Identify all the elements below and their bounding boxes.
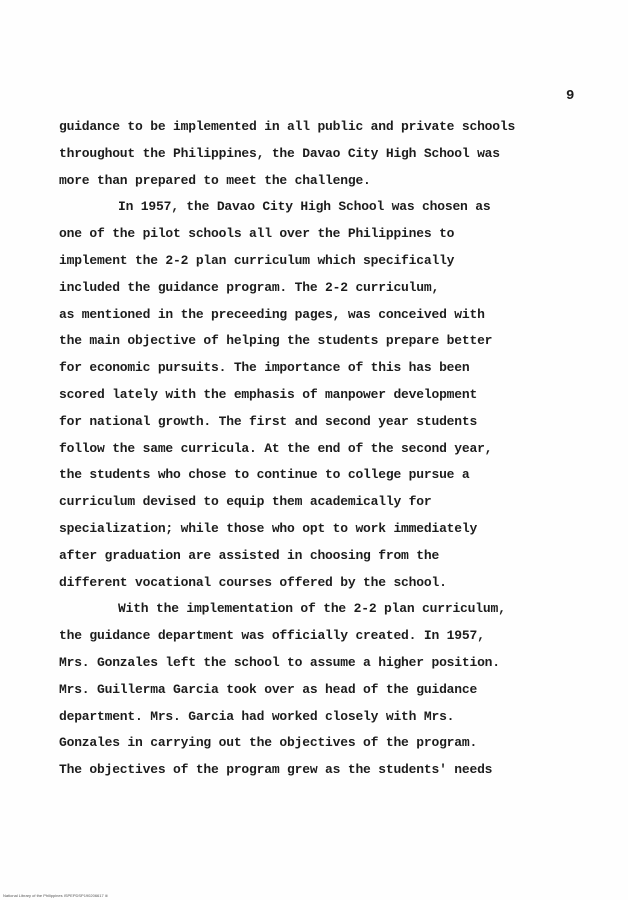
text-line-17: after graduation are assisted in choosing from the — [59, 547, 440, 563]
text-line-23: department. Mrs. Garcia had worked closely with Mrs. — [59, 708, 455, 724]
text-line-2: throughout the Philippines, the Davao City High School was — [59, 145, 500, 161]
body-text — [59, 114, 599, 784]
text-line-12: for national growth. The first and second year students — [59, 413, 478, 429]
text-line-25: The objectives of the program grew as the students' needs — [59, 762, 493, 778]
text-line-7: included the guidance program. The 2-2 curriculum, — [59, 279, 440, 295]
scan-footer: National Library of the Philippines ISPEPDSP190206617 iii — [3, 893, 108, 898]
text-line-22: Mrs. Guillerma Garcia took over as head of the guidance — [59, 681, 478, 697]
text-line-5: one of the pilot schools all over the Philippines to — [59, 226, 455, 242]
text-line-18: different vocational courses offered by the school. — [59, 574, 447, 590]
page-number: 9 — [566, 88, 575, 104]
text-line-19: With the implementation of the 2-2 plan curriculum, — [118, 601, 506, 617]
text-line-14: the students who chose to continue to college pursue a — [59, 467, 470, 483]
text-line-8: as mentioned in the preceeding pages, was conceived with — [59, 306, 485, 322]
text-line-1: guidance to be implemented in all public and private schools — [59, 119, 516, 134]
text-line-16: specialization; while those who opt to work immediately — [59, 520, 478, 536]
text-line-10: for economic pursuits. The importance of this has been — [59, 360, 470, 376]
text-line-4: In 1957, the Davao City High School was chosen as — [118, 199, 491, 215]
text-line-3: more than prepared to meet the challenge. — [59, 172, 371, 188]
text-line-15: curriculum devised to equip them academically for — [59, 494, 432, 510]
text-line-9: the main objective of helping the students prepare better — [59, 333, 493, 349]
text-line-6: implement the 2-2 plan curriculum which specifically — [59, 252, 455, 268]
text-line-13: follow the same curricula. At the end of the second year, — [59, 440, 493, 456]
text-line-11: scored lately with the emphasis of manpower development — [59, 386, 478, 402]
text-line-20: the guidance department was officially created. In 1957, — [59, 628, 485, 644]
text-line-24: Gonzales in carrying out the objectives of the program. — [59, 735, 478, 751]
text-line-21: Mrs. Gonzales left the school to assume a higher position. — [59, 654, 500, 670]
